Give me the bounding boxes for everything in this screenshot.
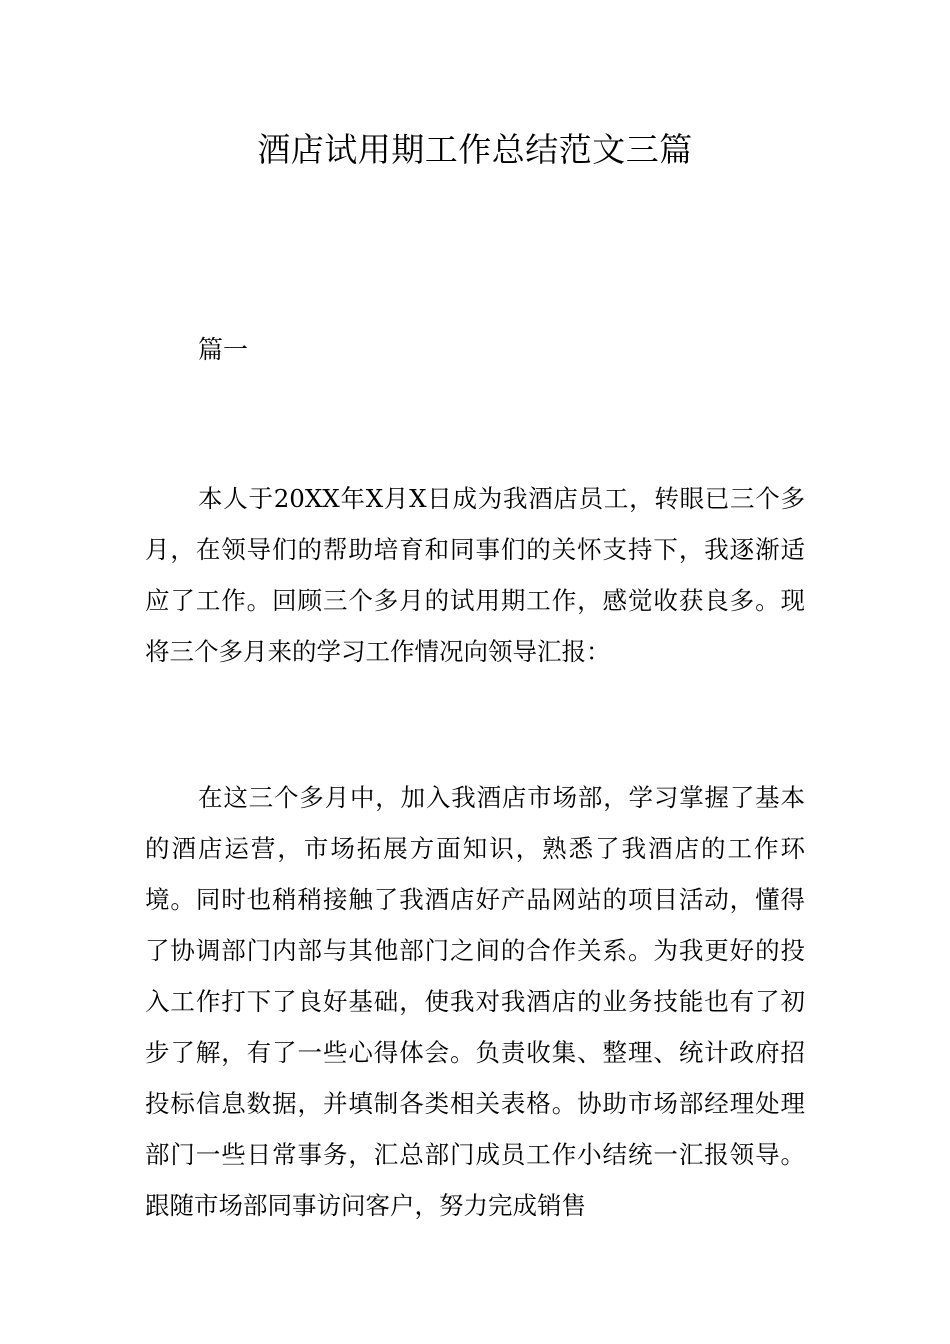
section-heading: 篇一 xyxy=(198,335,249,364)
body-paragraph-2: 在这三个多月中，加入我酒店市场部，学习掌握了基本的酒店运营，市场拓展方面知识，熟悉了我酒店的工作环境。同时也稍稍接触了我酒店好产品网站的项目活动，懂得了协调部门内部与其他部门之间的合作关系。为我更好的投入工作打下了良好基础，使我对我酒店的业务技能也有了初步了解，有了一些心得体会。负责收集、整理、统计政府招投标信息数据，并填制各类相关表格。协助市场部经理处理部门一些日常事务，汇总部门成员工作小结统一汇报领导。跟随市场部同事访问客户，努力完成销售 xyxy=(145,783,805,1220)
document-title: 酒店试用期工作总结范文三篇 xyxy=(257,130,693,169)
body-paragraph-1: 本人于20XX年X月X日成为我酒店员工，转眼已三个多月，在领导们的帮助培育和同事们的关怀支持下，我逐渐适应了工作。回顾三个多月的试用期工作，感觉收获良多。现将三个多月来的学习工作情况向领导汇报： xyxy=(145,484,805,666)
